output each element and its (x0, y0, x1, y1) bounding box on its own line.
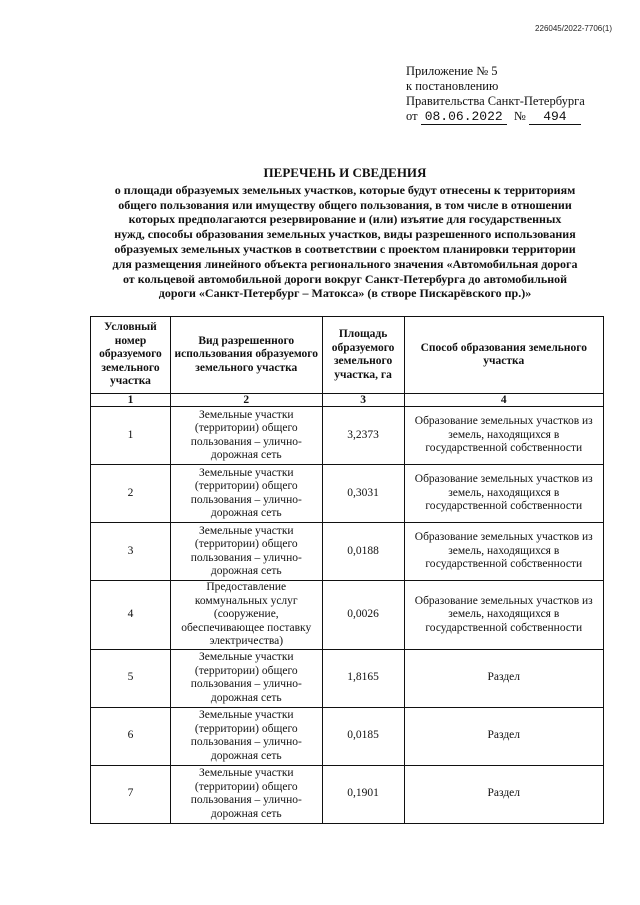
cell-permitted-use: Земельные участки (территории) общего пользования – улично-дорожная сеть (170, 465, 322, 523)
cell-formation-method: Раздел (404, 707, 603, 765)
cell-plot-number: 2 (91, 465, 171, 523)
appendix-line-3: Правительства Санкт-Петербурга (406, 94, 585, 108)
appendix-line-1: Приложение № 5 (406, 64, 498, 78)
cell-area: 0,0188 (322, 523, 404, 581)
title-block (80, 166, 610, 301)
header-plot-number: Условный номер образуемого земельного участка (91, 317, 171, 394)
cell-permitted-use: Земельные участки (территории) общего пользования – улично-дорожная сеть (170, 707, 322, 765)
table-row (91, 649, 604, 707)
appendix-line-2: к постановлению (406, 79, 499, 93)
table-header-row (91, 317, 604, 394)
table-row (91, 581, 604, 650)
title-line: для размещения линейного объекта регионального значения «Автомобильная дорога (112, 256, 578, 271)
index-cell: 1 (91, 394, 171, 407)
cell-formation-method: Образование земельных участков из земель, находящихся в государственной собственности (404, 407, 603, 465)
cell-formation-method: Образование земельных участков из земель, находящихся в государственной собственности (404, 581, 603, 650)
header-permitted-use: Вид разрешенного использования образуемого земельного участка (170, 317, 322, 394)
cell-permitted-use: Предоставление коммунальных услуг (сооружение, обеспечивающее поставку электричества) (170, 581, 322, 650)
table-row (91, 465, 604, 523)
cell-plot-number: 3 (91, 523, 171, 581)
table-row (91, 407, 604, 465)
cell-plot-number: 1 (91, 407, 171, 465)
land-plots-table (90, 316, 604, 824)
appendix-date-line (406, 109, 585, 125)
cell-formation-method: Раздел (404, 649, 603, 707)
from-label: от (406, 109, 418, 123)
title-line: общего пользования или имуществу общего пользования, в том числе в отношении (118, 197, 572, 212)
table-index-row (91, 394, 604, 407)
table-row (91, 765, 604, 823)
cell-formation-method: Раздел (404, 765, 603, 823)
title-line: которых предполагаются резервирование и (или) изъятие для государственных (128, 212, 562, 227)
cell-plot-number: 5 (91, 649, 171, 707)
cell-formation-method: Образование земельных участков из земель, находящихся в государственной собственности (404, 465, 603, 523)
resolution-number: 494 (529, 109, 581, 125)
index-cell: 4 (404, 394, 603, 407)
index-cell: 3 (322, 394, 404, 407)
resolution-date: 08.06.2022 (421, 109, 507, 125)
title-line: нужд, способы образования земельных участков, виды разрешенного использования (114, 227, 576, 242)
title-line: образуемых земельных участков в соответствии с проектом планировки территории (114, 241, 576, 256)
table-row (91, 707, 604, 765)
cell-permitted-use: Земельные участки (территории) общего пользования – улично-дорожная сеть (170, 407, 322, 465)
cell-permitted-use: Земельные участки (территории) общего пользования – улично-дорожная сеть (170, 523, 322, 581)
cell-area: 0,0026 (322, 581, 404, 650)
cell-formation-method: Образование земельных участков из земель, находящихся в государственной собственности (404, 523, 603, 581)
cell-permitted-use: Земельные участки (территории) общего пользования – улично-дорожная сеть (170, 765, 322, 823)
title-line: дороги «Санкт-Петербург – Матокса» (в створе Пискарёвского пр.)» (158, 286, 532, 301)
cell-plot-number: 6 (91, 707, 171, 765)
cell-area: 0,0185 (322, 707, 404, 765)
cell-area: 3,2373 (322, 407, 404, 465)
cell-permitted-use: Земельные участки (территории) общего пользования – улично-дорожная сеть (170, 649, 322, 707)
title-line: от кольцевой автомобильной дороги вокруг Санкт-Петербурга до автомобильной (122, 271, 568, 286)
page-title: ПЕРЕЧЕНЬ И СВЕДЕНИЯ (263, 165, 427, 180)
title-line: о площади образуемых земельных участков, которые будут отнесены к территориям (114, 182, 576, 197)
table-row (91, 523, 604, 581)
cell-plot-number: 7 (91, 765, 171, 823)
cell-area: 1,8165 (322, 649, 404, 707)
index-cell: 2 (170, 394, 322, 407)
number-label: № (513, 109, 526, 123)
cell-area: 0,3031 (322, 465, 404, 523)
header-formation-method: Способ образования земельного участка (404, 317, 603, 394)
cell-plot-number: 4 (91, 581, 171, 650)
appendix-block (406, 64, 585, 125)
cell-area: 0,1901 (322, 765, 404, 823)
header-area: Площадь образуемого земельного участка, га (322, 317, 404, 394)
document-id: 226045/2022-7706(1) (535, 24, 612, 33)
